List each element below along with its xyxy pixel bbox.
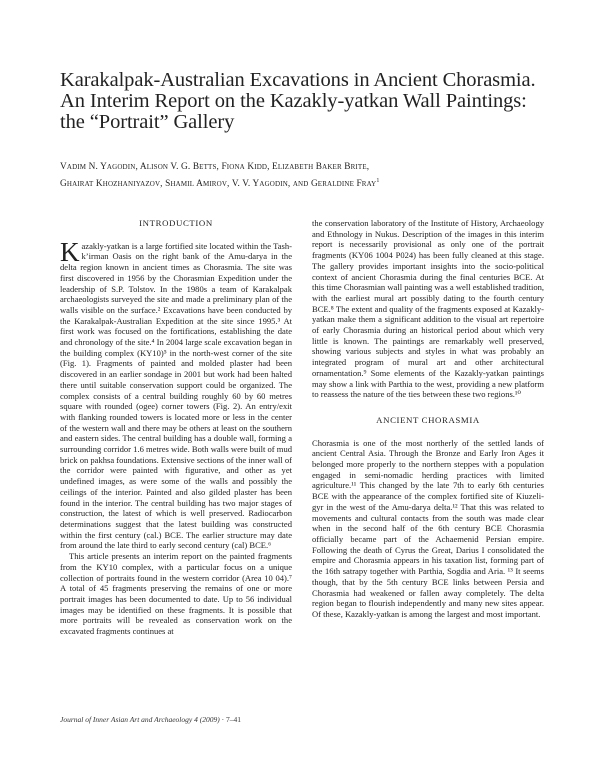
article-title: [60, 70, 540, 133]
title-line-1: Karakalpak-Australian Excavations in Ancient Chorasmia.: [60, 69, 536, 91]
intro-paragraph-1: [60, 236, 292, 551]
title-line-3: the “Portrait” Gallery: [60, 111, 235, 133]
authors-line-1: Vadim N. Yagodin, Alison V. G. Betts, Fiona Kidd, Elizabeth Baker Brite,: [60, 162, 370, 172]
left-column: [60, 218, 292, 637]
chorasmia-paragraph-1: Chorasmia is one of the most northerly of the settled lands of ancient Central Asia. Through the Bronze and Early Iron Ages it belonged more properly to the northern steppes with a population engaged in semi-nomadic herding practices with limited agriculture.¹¹ This changed by the late 7th to early 6th centuries BCE with the appearance of the complex fortified site of Kiuzeli-gyr in the west of the Amu-darya delta.¹² That this was related to movements and cultural contacts from the south was made clear when in the second half of the 6th century BCE Chorasmia officially became part of the Achaemenid Persian empire. Following the death of Cyrus the Great, Darius I consolidated the empire and Chorasmia appears in his taxation list, forming part of the 16th satrapy together with Parthia, Sogdia and Aria. ¹³ It seems though, that by the 5th century BCE links between Persia and Chorasmia had weakened or fallen away completely. The delta region began to flourish independently and many new sites appear. Of these, Kazakly-yatkan is among the largest and most important.: [312, 437, 544, 619]
introduction-heading: INTRODUCTION: [139, 218, 213, 228]
title-line-2: An Interim Report on the Kazakly-yatkan Wall Paintings:: [60, 90, 527, 112]
ancient-chorasmia-heading: ANCIENT CHORASMIA: [376, 414, 480, 425]
intro-paragraph-continued: the conservation laboratory of the Institute of History, Archaeology and Ethnology in Nukus. Description of the images in this interim report is necessarily provisional as only one of the portrait fragments (KY06 1004 P024) has been fully cleaned at this stage. The gallery provides important insights into the socio-political context of ancient Chorasmia during the final centuries BCE. At this time Chorasmian wall painting was a well established tradition, with the earliest mural art possibly dating to the fourth century BCE.⁸ The extent and quality of the fragments exposed at Kazakly-yatkan make them a significant addition to the visual art repertoire of early Chorasmia during an historical period about which very little is known. The paintings are remarkably well preserved, showing various subjects and styles in what was probably an integrated program of mural art and other architectural ornamentation.⁹ Some elements of the Kazakly-yatkan paintings may show a link with Parthia to the west, providing a new platform to reassess the nature of the ties between these two regions.¹⁰: [312, 218, 544, 400]
author-list: [60, 160, 540, 191]
journal-citation: Journal of Inner Asian Art and Archaeology 4 (2009): [60, 715, 220, 724]
authors-line-2: Ghairat Khozhaniyazov, Shamil Amirov, V. V. Yagodin, and Geraldine Fray: [60, 179, 377, 190]
section-spacer: [312, 400, 544, 415]
right-column: [312, 218, 544, 620]
intro-paragraph-2: This article presents an interim report on the painted fragments from the KY10 complex, with a particular focus on a unique collection of portraits found in the western corridor (Area 10 04).⁷ A total of 45 fragments preserving the remains of one or more portrait images has been documented to date. Up to 56 individual images may be identified on these fragments. It is possible that more portraits will be revealed as conservation work on the excavated fragments continues at: [60, 551, 292, 637]
drop-cap: K: [60, 236, 80, 267]
intro-paragraph-1-text: azakly-yatkan is a large fortified site located within the Tash-k’irman Oasis on the right bank of the Amu-darya in the delta region known in ancient times as Chorasmia. The site was first discovered in 1956 by the Chorasmian Expedition under the leadership of S.P. Tolstov. In the 1980s a team of Karakalpak archaeologists surveyed the site and made a preliminary plan of the walls visible on the surface.² Excavations have been conducted by the Karakalpak-Australian Expedition at the site since 1995.³ At first work was focused on the fortifications, establishing the date and chronology of the site.⁴ In 2004 large scale excavation began in the building complex (KY10)⁵ in the north-west corner of the site (Fig. 1). Fragments of painted and molded plaster had been discovered in an earlier sondage in 2001 but work had been halted there until suitable conservation support could be organized. The complex consists of a central building roughly 60 by 60 metres square with rounded (ogee) corner towers (Fig. 2). An entry/exit with flanking rounded towers is located more or less in the center of the western wall and there may be others at least on the southern and eastern sides. The central building has a double wall, forming a surrounding corridor 1.6 metres wide. Both walls were built of mud brick on pakhsa foundations. Extensive sections of the inner wall of the corridor were painted with figurative, and other as yet undefined images, as were some of the walls and possibly the ceilings of the interior. Painted and also gilded plaster has been found in the interior. The central building has two major stages of construction, the latest of which is well preserved. Radiocarbon determinations suggest that the latest building was constructed within the first century (cal.) BCE. The earlier structure may date from around the late third to early second century (cal) BCE.⁶: [60, 240, 292, 551]
authors-line-2-wrap: [60, 174, 540, 191]
page-range: · 7–41: [221, 715, 241, 724]
page-footer: [60, 715, 241, 724]
authors-footnote-mark: 1: [376, 178, 380, 184]
